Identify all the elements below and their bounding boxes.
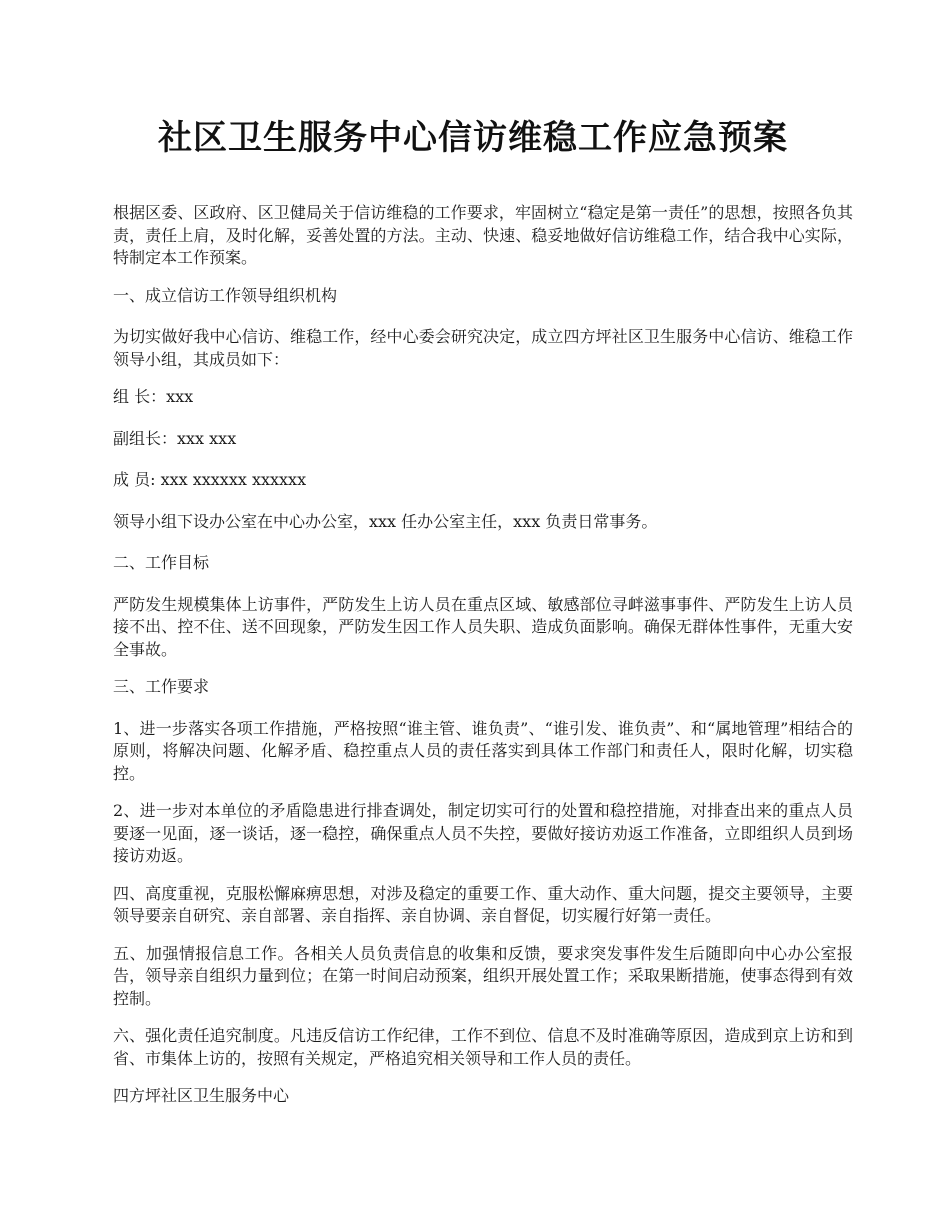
requirement-item-1: 1、进一步落实各项工作措施，严格按照“谁主管、谁负责”、“谁引发、谁负责”、和“属地管理”相结合的原则，将解决问题、化解矛盾、稳控重点人员的责任落实到具体工作部门和责任人，限时化解，切实稳控。 <box>113 718 853 783</box>
signature-organization: 四方坪社区卫生服务中心 <box>113 1086 290 1105</box>
goals-paragraph: 严防发生规模集体上访事件，严防发生上访人员在重点区域、敏感部位寻衅滋事事件、严防发生上访人员接不出、控不住、送不回现象，严防发生因工作人员失职、造成负面影响。确保无群体性事件，无重大安全事故。 <box>113 594 853 659</box>
office-line: 领导小组下设办公室在中心办公室，xxx 任办公室主任，xxx 负责日常事务。 <box>113 511 658 531</box>
requirement-item-2: 2、进一步对本单位的矛盾隐患进行排查调处，制定切实可行的处置和稳控措施，对排查出来的重点人员要逐一见面，逐一谈话，逐一稳控，确保重点人员不失控，要做好接访劝返工作准备，立即组织人员到场接访劝返。 <box>113 801 853 865</box>
deputy-leader-line: 副组长：xxx xxx <box>113 428 237 448</box>
section-five-paragraph: 五、加强情报信息工作。各相关人员负责信息的收集和反馈，要求突发事件发生后随即向中心办公室报告，领导亲自组织力量到位；在第一时间启动预案，组织开展处置工作；采取果断措施，使事态得到有效控制。 <box>113 943 853 1008</box>
section-six-paragraph: 六、强化责任追究制度。凡违反信访工作纪律，工作不到位、信息不及时准确等原因，造成到京上访和到省、市集体上访的，按照有关规定，严格追究相关领导和工作人员的责任。 <box>113 1026 853 1068</box>
organization-paragraph: 为切实做好我中心信访、维稳工作，经中心委会研究决定，成立四方坪社区卫生服务中心信访、维稳工作领导小组，其成员如下： <box>113 327 853 369</box>
section-heading-goals: 二、工作目标 <box>113 553 210 572</box>
section-four-paragraph: 四、高度重视，克服松懈麻痹思想，对涉及稳定的重要工作、重大动作、重大问题，提交主要领导，主要领导要亲自研究、亲自部署、亲自指挥、亲自协调、亲自督促，切实履行好第一责任。 <box>113 883 853 925</box>
members-line: 成 员: xxx xxxxxx xxxxxx <box>113 470 307 489</box>
leader-line: 组 长：xxx <box>113 387 194 406</box>
document-page <box>113 112 853 1127</box>
document-title: 社区卫生服务中心信访维稳工作应急预案 <box>158 118 788 158</box>
section-heading-organization: 一、成立信访工作领导组织机构 <box>113 285 338 305</box>
intro-paragraph: 根据区委、区政府、区卫健局关于信访维稳的工作要求，牢固树立“稳定是第一责任”的思想，按照各负其责，责任上肩，及时化解，妥善处置的方法。主动、快速、稳妥地做好信访维稳工作，结合我中心实际，特制定本工作预案。 <box>113 203 853 267</box>
section-heading-requirements: 三、工作要求 <box>113 677 210 696</box>
